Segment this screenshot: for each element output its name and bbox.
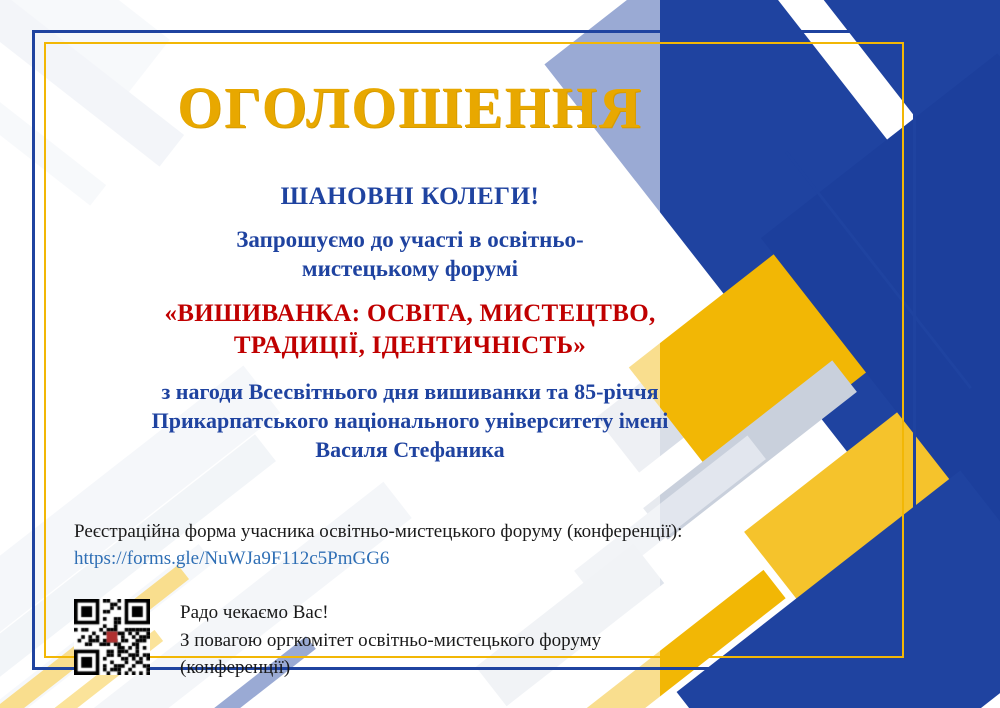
occasion-text [60, 377, 760, 464]
closing-line-3: (конференції) [180, 657, 291, 679]
forum-name-line-1: «ВИШИВАНКА: ОСВІТА, МИСТЕЦТВО, [164, 299, 656, 327]
invitation-line-1: Запрошуємо до участі в освітньо- [236, 226, 584, 252]
registration-block [74, 518, 694, 573]
registration-label: Реєстраційна форма учасника освітньо-мистецького форуму (конференції): [74, 520, 683, 542]
closing-text [180, 599, 601, 682]
poster-content [60, 52, 760, 679]
invitation-text [60, 225, 760, 284]
closing-line-2: З повагою оргкомітет освітньо-мистецького форуму [180, 629, 602, 651]
qr-code-icon[interactable] [74, 599, 150, 675]
occasion-line-3: Василя Стефаника [315, 436, 505, 462]
greeting-text: ШАНОВНІ КОЛЕГИ! [280, 182, 540, 210]
forum-name-line-2: ТРАДИЦІЇ, ІДЕНТИЧНІСТЬ» [233, 332, 587, 360]
forum-name [60, 298, 760, 363]
closing-line-1: Радо чекаємо Вас! [180, 601, 329, 623]
occasion-line-2: Прикарпатського національного університету імені [151, 407, 669, 433]
invitation-line-2: мистецькому форумі [301, 256, 519, 282]
registration-form-link[interactable]: https://forms.gle/NuWJa9F112c5PmGG6 [74, 548, 390, 570]
qr-code-canvas [74, 599, 150, 675]
occasion-line-1: з нагоди Всесвітнього дня вишиванки та 85-річчя [161, 378, 659, 404]
footer-row [74, 599, 760, 682]
page-title: ОГОЛОШЕННЯ [177, 75, 643, 140]
